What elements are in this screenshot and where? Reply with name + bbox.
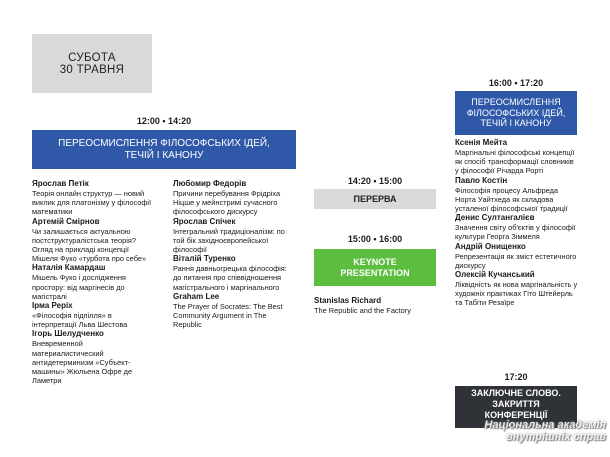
talk-title: Маргінальні філософські концепції як спосіб трансформації словників у філософії Річарда Рорті xyxy=(455,148,575,176)
keynote-box xyxy=(314,249,436,286)
break-time: 14:20 • 15:00 xyxy=(347,176,403,186)
session1-time: 12:00 • 14:20 xyxy=(136,116,192,126)
talk-title: The Prayer of Socrates: The Best Community Argument in The Republic xyxy=(173,301,283,330)
speaker-name: Наталія Камардаш xyxy=(32,263,106,273)
day-box xyxy=(32,34,152,93)
session2-time: 16:00 • 17:20 xyxy=(488,78,544,88)
session2-title xyxy=(455,91,577,135)
day-name: СУБОТА xyxy=(68,51,116,64)
session2-title-text: ПЕРЕОСМИСЛЕННЯ ФІЛОСОФСЬКИХ ІДЕЙ, ТЕЧІЙ І КАНОНУ xyxy=(466,97,566,129)
watermark-line2: внутрішніх справ xyxy=(506,431,606,443)
break-label: ПЕРЕРВА xyxy=(353,194,397,204)
session1-col-left xyxy=(32,179,156,385)
watermark-line1: Національна академія xyxy=(484,419,606,431)
talk-title: «Філософія підпілля» в інтерпретації Льва Шестова xyxy=(32,311,128,330)
speaker-name: Артемій Смірнов xyxy=(32,216,100,226)
keynote-details xyxy=(314,296,438,315)
watermark xyxy=(386,419,606,443)
talk-title: Репрезентація як зміст естетичного дискурсу xyxy=(455,251,577,270)
talk-title: Інтегральний традиціоналізм: по той бік західноєвропейської філософії xyxy=(173,226,285,255)
talk-title: Причини перебування Фрідріха Ніцше у мейнстримі сучасного філософського дискурсу xyxy=(173,189,281,217)
speaker-name: Ксенія Мейта xyxy=(455,138,508,147)
speaker-name: Любомир Федорів xyxy=(173,179,247,188)
keynote-time: 15:00 • 16:00 xyxy=(347,234,403,244)
talk-title: Вневременной материалистический антидетерминизм «Субъект-машины» Жюльена Офре де Ламетри xyxy=(32,339,133,386)
talk-title: Мішель Фуко і дослідження простору: від маргінесів до магістралі xyxy=(32,273,126,301)
speaker-name: Ірма Реріх xyxy=(32,301,73,311)
break-box xyxy=(314,189,436,209)
session1-col-right xyxy=(173,179,293,329)
speaker-name: Ігорь Шелудченко xyxy=(32,329,104,339)
speaker-name: Павло Костін xyxy=(455,175,508,185)
keynote-label: KEYNOTE PRESENTATION xyxy=(340,256,410,278)
day-date: 30 ТРАВНЯ xyxy=(59,63,125,76)
talk-title: Філософія процесу Альфреда Норта Уайтхеда як складова усталеної філософської традиції xyxy=(455,185,568,214)
speaker-name: Graham Lee xyxy=(173,291,220,301)
keynote-speaker: Stanislas Richard xyxy=(314,296,382,305)
session1-title xyxy=(32,130,296,169)
keynote-talk: The Republic and the Factory xyxy=(314,306,411,315)
talk-title: Значення світу об'єктів у філософії культури Георга Зіммеля xyxy=(455,223,576,242)
speaker-name: Олексій Кучанський xyxy=(455,270,535,280)
speaker-name: Ярослав Спічек xyxy=(173,216,236,226)
talk-title: Рання давньогрецька філософія: до питання про співвідношення магістрального і маргінального xyxy=(173,264,287,292)
session1-title-text: ПЕРЕОСМИСЛЕННЯ ФІЛОСОФСЬКИХ ІДЕЙ, ТЕЧІЙ І КАНОНУ xyxy=(58,138,270,161)
talk-title: Теорія онлайн структур — новий виклик для платонізму у філософії математики xyxy=(32,189,152,217)
talk-title: Ліквідність як нова маргінальність у художніх практиках Гіто Штейерль та Табіти Резаїре xyxy=(455,280,578,308)
closing-label: ЗАКЛЮЧНЕ СЛОВО. ЗАКРИТТЯ КОНФЕРЕНЦІЇ xyxy=(471,388,561,420)
closing-time: 17:20 xyxy=(504,372,528,382)
session2-talks xyxy=(455,138,579,308)
speaker-name: Андрій Онищенко xyxy=(455,241,526,251)
speaker-name: Денис Султангалієв xyxy=(455,213,535,223)
speaker-name: Ярослав Петік xyxy=(32,179,89,188)
speaker-name: Віталій Туренко xyxy=(173,254,236,264)
talk-title: Чи залишається актуальною постструктуралістська теорія? Огляд на прикладі концепції Мішеля Фуко «турбота про себе» xyxy=(32,226,147,264)
